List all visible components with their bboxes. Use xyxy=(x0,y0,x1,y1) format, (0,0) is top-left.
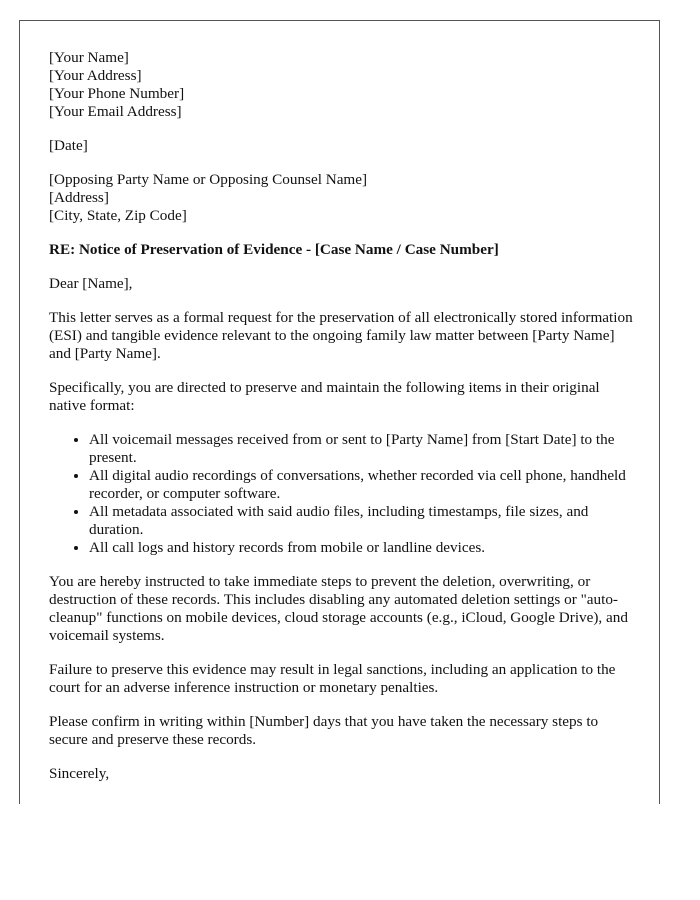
closing: Sincerely, xyxy=(49,765,110,782)
recipient-city-state-zip: [City, State, Zip Code] xyxy=(49,207,187,224)
evidence-list xyxy=(49,431,639,557)
failure-paragraph: Failure to preserve this evidence may result in legal sanctions, including an application to the court for an adverse inference instruction or monetary penalties. xyxy=(49,661,616,696)
list-item: • All metadata associated with said audio files, including timestamps, file sizes, and duration. xyxy=(89,503,639,539)
confirm-paragraph: Please confirm in writing within [Number] days that you have taken the necessary steps to secure and preserve these records. xyxy=(49,713,599,748)
list-item: • All call logs and history records from mobile or landline devices. xyxy=(89,539,639,557)
sender-block xyxy=(49,49,639,121)
subject-line: RE: Notice of Preservation of Evidence - [Case Name / Case Number] xyxy=(49,241,499,258)
sender-name: [Your Name] xyxy=(49,49,129,66)
list-item: • All voicemail messages received from or sent to [Party Name] from [Start Date] to the present. xyxy=(89,431,639,467)
letter-date: [Date] xyxy=(49,137,88,154)
salutation: Dear [Name], xyxy=(49,275,133,292)
letter-content xyxy=(49,49,639,799)
sender-address: [Your Address] xyxy=(49,67,142,84)
intro-paragraph: This letter serves as a formal request for the preservation of all electronically stored information (ESI) and tangible evidence relevant to the ongoing family law matter between [Party Name] and [Party Name]. xyxy=(49,309,633,362)
sender-phone: [Your Phone Number] xyxy=(49,85,185,102)
specifically-paragraph: Specifically, you are directed to preserve and maintain the following items in their original native format: xyxy=(49,379,600,414)
recipient-block xyxy=(49,171,639,225)
date-block xyxy=(49,137,639,155)
list-item: • All digital audio recordings of conversations, whether recorded via cell phone, handheld recorder, or computer software. xyxy=(89,467,639,503)
letter-page xyxy=(19,20,660,804)
instructed-paragraph: You are hereby instructed to take immediate steps to prevent the deletion, overwriting, or destruction of these records. This includes disabling any automated deletion settings or "auto-cleanup" functions on mobile devices, cloud storage accounts (e.g., iCloud, Google Drive), and voicemail systems. xyxy=(49,573,628,644)
recipient-name: [Opposing Party Name or Opposing Counsel Name] xyxy=(49,171,368,188)
recipient-address: [Address] xyxy=(49,189,109,206)
sender-email: [Your Email Address] xyxy=(49,103,182,120)
